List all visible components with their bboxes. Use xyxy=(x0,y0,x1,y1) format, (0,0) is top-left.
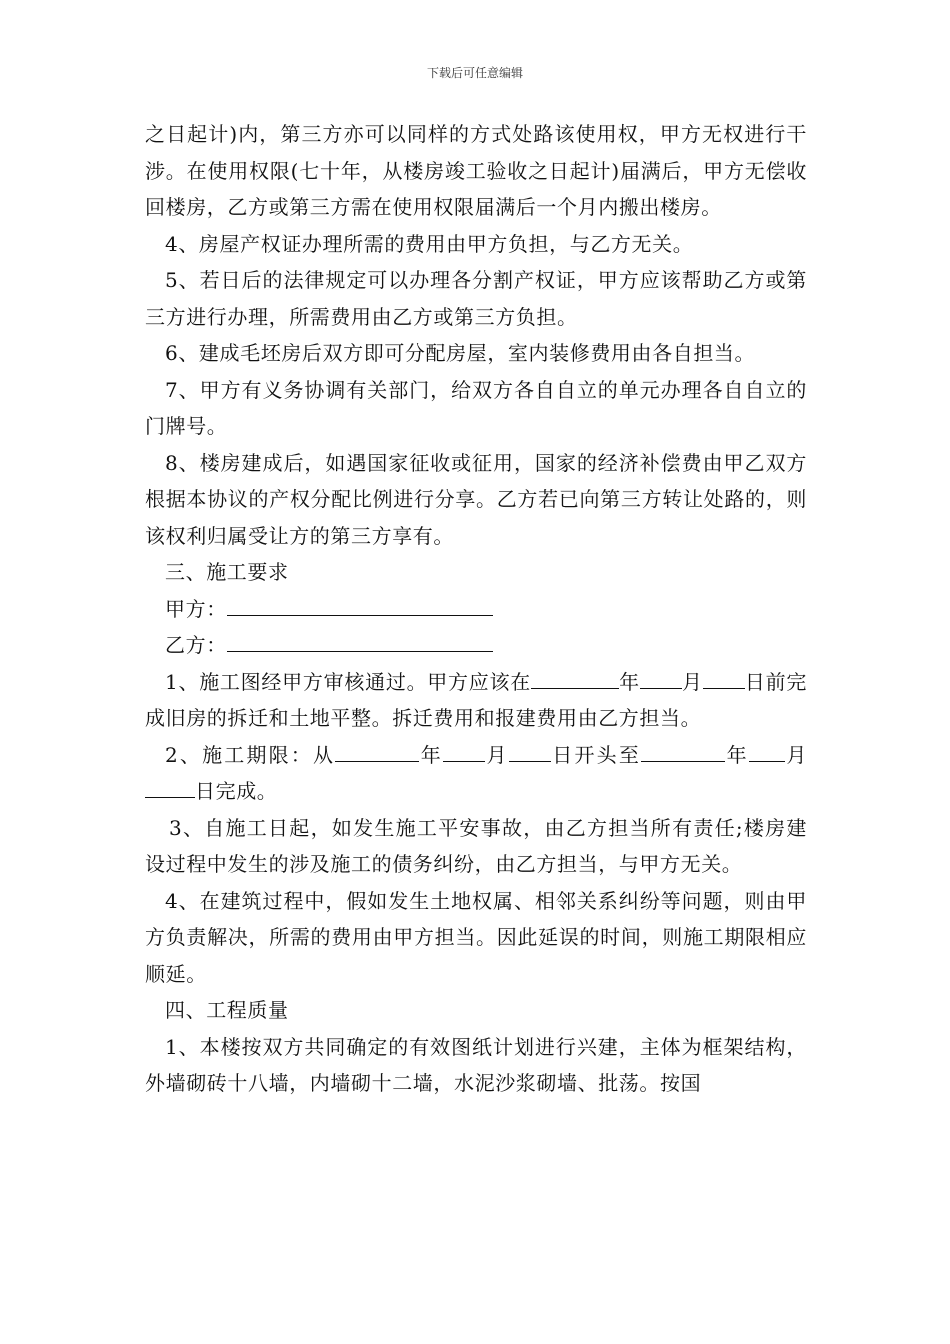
text-segment: 日完成。 xyxy=(195,779,278,803)
text-segment: 1、施工图经甲方审核通过。甲方应该在 xyxy=(165,669,531,694)
text-segment: 日前完成旧房的拆迁和土地平整。拆迁费用和报建费用由乙方担当。 xyxy=(145,669,807,730)
text-segment: 年 xyxy=(619,669,640,694)
month-blank xyxy=(443,743,485,762)
day-blank xyxy=(509,743,551,762)
paragraph-construction-4: 4、在建筑过程中，假如发生土地权属、相邻关系纠纷等问题，则由甲方负责解决，所需的费用由甲方担当。因此延误的时间，则施工期限相应顺延。 xyxy=(145,888,807,986)
document-body xyxy=(145,116,807,1102)
year-blank xyxy=(335,743,419,762)
text-segment: 2、施工期限：从 xyxy=(165,742,336,767)
text-segment: 月 xyxy=(784,742,807,767)
paragraph-clause-5: 5、若日后的法律规定可以办理各分割产权证，甲方应该帮助乙方或第三方进行办理，所需费用由乙方或第三方负担。 xyxy=(145,268,807,329)
paragraph-clause-4: 4、房屋产权证办理所需的费用由甲方负担，与乙方无关。 xyxy=(165,231,694,256)
paragraph-construction-1 xyxy=(145,664,807,737)
paragraph-clause-6: 6、建成毛坯房后双方即可分配房屋，室内装修费用由各自担当。 xyxy=(165,341,756,365)
party-a-label: 甲方： xyxy=(165,596,227,621)
text-segment: 月 xyxy=(681,669,703,694)
year-blank xyxy=(641,743,725,762)
text-segment: 年 xyxy=(725,742,749,767)
party-b-label: 乙方： xyxy=(165,633,227,657)
page-header: 下载后可任意编辑 xyxy=(426,66,523,80)
party-b-blank xyxy=(227,633,493,652)
text-segment: 月 xyxy=(484,742,509,767)
day-blank xyxy=(703,670,745,689)
paragraph-construction-2 xyxy=(145,737,807,810)
month-blank xyxy=(749,743,785,762)
section-heading-construction: 三、施工要求 xyxy=(165,560,289,584)
party-a-line xyxy=(145,591,807,628)
paragraph-construction-3: 3、自施工日起，如发生施工平安事故，由乙方担当所有责任;楼房建设过程中发生的涉及施工的债务纠纷，由乙方担当，与甲方无关。 xyxy=(145,815,807,876)
text-segment: 年 xyxy=(419,742,443,767)
text-segment: 日开头至 xyxy=(550,742,642,767)
section-heading-quality: 四、工程质量 xyxy=(165,998,289,1022)
party-b-line xyxy=(145,627,807,664)
party-a-blank xyxy=(227,597,493,616)
year-blank xyxy=(531,670,619,689)
paragraph-clause-7: 7、甲方有义务协调有关部门，给双方各自自立的单元办理各自自立的门牌号。 xyxy=(145,377,807,438)
day-blank xyxy=(145,779,195,798)
paragraph-quality-1: 1、本楼按双方共同确定的有效图纸计划进行兴建，主体为框架结构，外墙砌砖十八墙，内墙砌十二墙，水泥沙浆砌墙、批荡。按国 xyxy=(145,1034,807,1095)
month-blank xyxy=(640,670,682,689)
paragraph-clause-8: 8、楼房建成后，如遇国家征收或征用，国家的经济补偿费由甲乙双方根据本协议的产权分配比例进行分享。乙方若已向第三方转让处路的，则该权利归属受让方的第三方享有。 xyxy=(145,450,807,548)
paragraph-continued: 之日起计)内，第三方亦可以同样的方式处路该使用权，甲方无权进行干涉。在使用权限(七十年，从楼房竣工验收之日起计)届满后，甲方无偿收回楼房，乙方或第三方需在使用权限届满后一个月内搬出楼房。 xyxy=(145,122,807,219)
